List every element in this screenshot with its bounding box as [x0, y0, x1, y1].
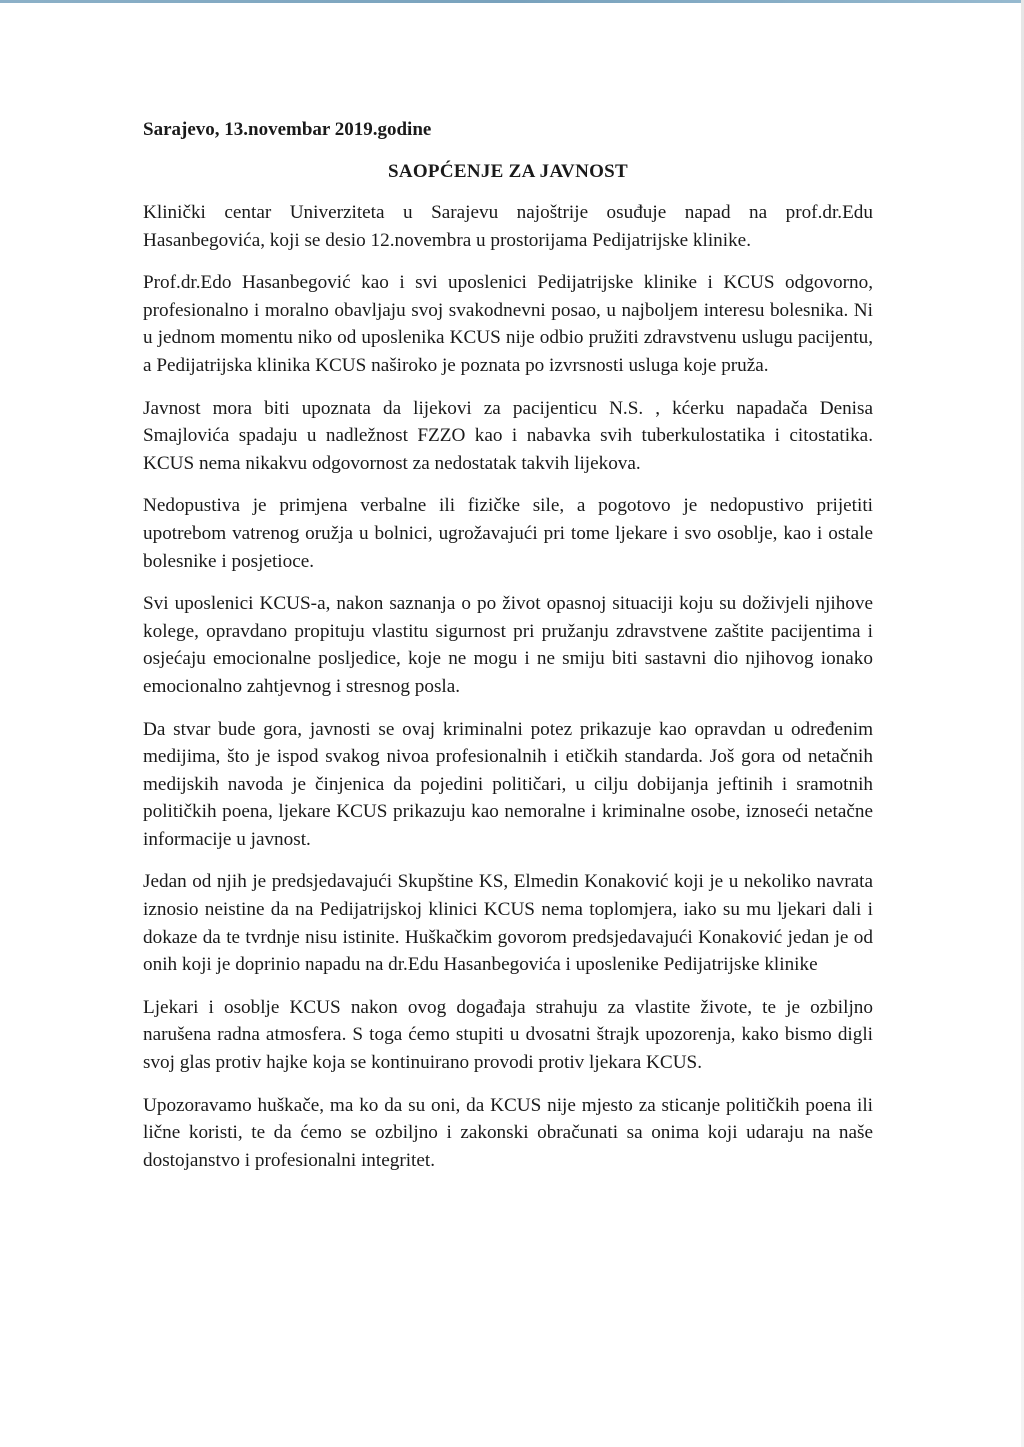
paragraph-4: Nedopustiva je primjena verbalne ili fizičke sile, a pogotovo je nedopustivo prijetiti upotrebom vatrenog oružja u bolnici, ugrožavajući pri tome ljekare i svo osoblje, kao i ostale bolesnike i posjetioce. — [143, 495, 873, 572]
scan-top-edge — [0, 0, 1024, 3]
paragraph-7: Jedan od njih je predsjedavajući Skupštine KS, Elmedin Konaković koji je u nekoliko navrata iznosio neistine da na Pedijatrijskoj klinici KCUS nema toplomjera, iako su mu ljekari dali i dokaze da te tvrdnje nisu istinite. Huškačkim govorom predsjedavajući Konaković jedan je od onih koji je doprinio napadu na dr.Edu Hasanbegovića i uposlenike Pedijatrijske klinike — [143, 871, 873, 976]
paragraph-1: Klinički centar Univerziteta u Sarajevu najoštrije osuđuje napad na prof.dr.Edu Hasanbegovića, koji se desio 12.novembra u prostorijama Pedijatrijske klinike. — [143, 202, 873, 251]
paragraph-3: Javnost mora biti upoznata da lijekovi za pacijenticu N.S. , kćerku napadača Denisa Smajlovića spadaju u nadležnost FZZO kao i nabavka svih tuberkulostatika i citostatika. KCUS nema nikakvu odgovornost za nedostatak takvih lijekova. — [143, 397, 873, 474]
paragraph-8: Ljekari i osoblje KCUS nakon ovog događaja strahuju za vlastite živote, te je ozbiljno narušena radna atmosfera. S toga ćemo stupiti u dvosatni štrajk upozorenja, kako bismo digli svoj glas protiv hajke koja se kontinuirano provodi protiv ljekara KCUS. — [143, 996, 873, 1074]
paragraph-2: Prof.dr.Edo Hasanbegović kao i svi uposlenici Pedijatrijske klinike i KCUS odgovorno, profesionalno i moralno obavljaju svoj svakodnevni posao, u najboljem interesu bolesnika. Ni u jednom momentu niko od uposlenika KCUS nije odbio pružiti zdravstvenu uslugu pacijentu, a Pedijatrijska klinika KCUS naširoko je poznata po izvrsnosti usluga koje pruža. — [143, 272, 873, 376]
paragraph-5: Svi uposlenici KCUS-a, nakon saznanja o po život opasnoj situaciji koju su doživjeli njihove kolege, opravdano propituju vlastitu sigurnost pri pružanju zdravstvene zaštite pacijentima i osjećaju emocionalne posljedice, koje ne mogu i ne smiju biti sastavni dio njihovog ionako emocionalno zahtjevnog i stresnog posla. — [143, 593, 873, 697]
paragraph-6: Da stvar bude gora, javnosti se ovaj kriminalni potez prikazuje kao opravdan u određenim medijima, što je ispod svakog nivoa profesionalnih i etičkih standarda. Još gora od netačnih medijskih navoda je činjenica da pojedini političari, u cilju dobijanja jeftinih i sramotnih političkih poena, ljekare KCUS prikazuju kao nemoralne i kriminalne osobe, iznoseći netačne informacije u javnost. — [143, 718, 873, 850]
document-page — [143, 117, 873, 1189]
dateline: Sarajevo, 13.novembar 2019.godine — [143, 119, 432, 140]
document-title: SAOPĆENJE ZA JAVNOST — [387, 161, 629, 182]
paragraph-9: Upozoravamo huškače, ma ko da su oni, da KCUS nije mjesto za sticanje političkih poena ili lične koristi, te da ćemo se ozbiljno i zakonski obračunati sa onima koji udaraju na naše dostojanstvo i profesionalni integritet. — [143, 1094, 873, 1171]
